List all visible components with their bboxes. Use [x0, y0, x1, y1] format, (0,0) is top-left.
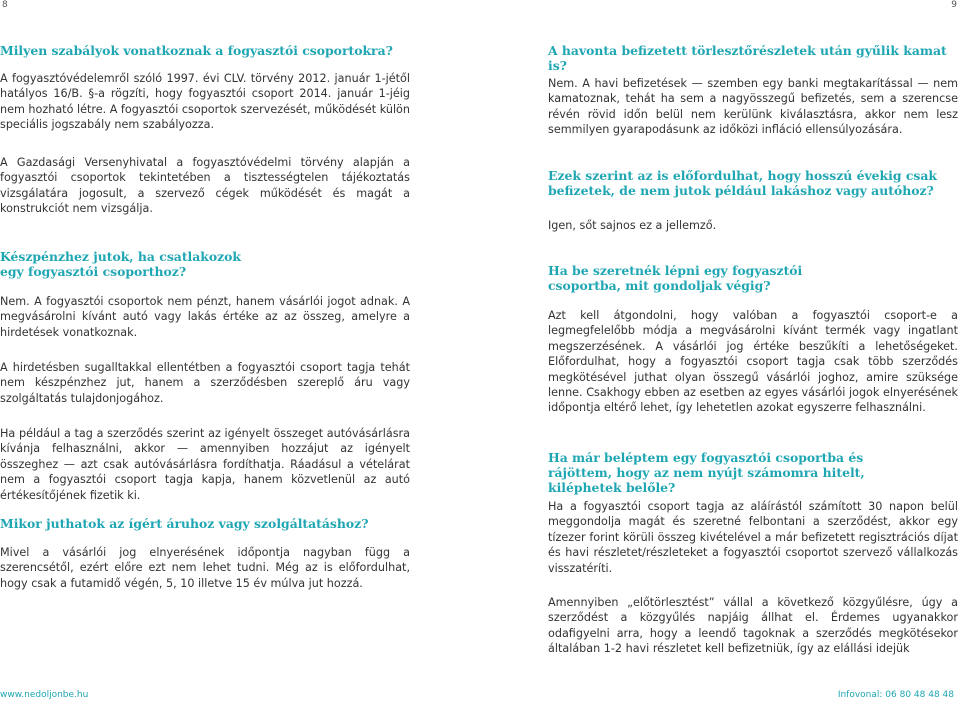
q4-title: A havonta befizetett törlesztőrészletek után gyűlik kamat is?: [548, 43, 947, 73]
q7-paragraph-1: Ha a fogyasztói csoport tagja az aláírástól számított 30 napon belül meggondolja magát és szeretné felbontani a szerződést, akkor egy tízezer forint körüli összeg kivételével a már befizetett regisztrációs díjat és havi részletet/részleteket a fogyasztói csoportot szervező vállalkozás visszatéríti.: [548, 500, 958, 575]
q5-title: Ezek szerint az is előfordulhat, hogy hosszú évekig csak befizetek, de nem jutok például lakáshoz vagy autóhoz?: [548, 168, 937, 198]
q6-paragraph-1: Azt kell átgondolni, hogy valóban a fogyasztói csoport-e a legmegfelelőbb módja a megvásárolni kívánt termék vagy ingatlant megszerzésének. A vásárlói jog értéke beszűkíti a lehetőségeket. Előfordulhat, hogy a fogyasztói csoport tagja csak több szerződés megkötésével juthat olyan összegű vásárlói joghoz, amire szüksége lenne. Csakhogy ebben az esetben az egyes vásárlói jogok elnyerésének időpontja eltérő lehet, így lehetetlen azokat egyszerre felhasználni.: [548, 309, 958, 415]
q6-title: Ha be szeretnék lépni egy fogyasztói csoportba, mit gondoljak végig?: [548, 263, 803, 293]
q2-paragraph-2: A hirdetésben sugalltakkal ellentétben a fogyasztói csoport tagja tehát nem készpénzhez jut, hanem a szerződésben szereplő áru vagy szolgáltatás tulajdonjogához.: [0, 361, 410, 405]
q2-paragraph-3: Ha például a tag a szerződés szerint az igényelt összeget autóvásárlásra kívánja felhasználni, akkor — amennyiben hozzájut az igényelt összeghez — azt csak autóvásárlásra fordíthatja. Ráadásul a vételárat nem a fogyasztói csoport tagja kapja, hanem közvetlenül az autó értékesítőjének fizetik ki.: [0, 427, 410, 502]
q1-paragraph-1: A fogyasztóvédelemről szóló 1997. évi CLV. törvény 2012. január 1-jétől hatályos 16/B. §-a rögzíti, hogy fogyasztói csoport 2014. január 1-jéig nem hozható létre. A fogyasztói csoportok szervezését, működését külön speciális jogszabály nem szabályozza.: [0, 72, 410, 132]
q3-paragraph-1: Mivel a vásárlói jog elnyerésének időpontja nagyban függ a szerencsétől, ezért előre ezt nem lehet tudni. Még az is előfordulhat, hogy csak a futamidő végén, 5, 10 illetve 15 év múlva jut hozzá.: [0, 546, 410, 590]
q7-title: Ha már beléptem egy fogyasztói csoportba és rájöttem, hogy az nem nyújt számomra hitelt, kiléphetek belőle?: [548, 450, 865, 495]
footer-website: www.nedoljonbe.hu: [0, 690, 89, 700]
q5-paragraph-1: Igen, sőt sajnos ez a jellemző.: [548, 219, 717, 232]
q1-title: Milyen szabályok vonatkoznak a fogyasztói csoportokra?: [0, 43, 393, 58]
q1-paragraph-2: A Gazdasági Versenyhivatal a fogyasztóvédelmi törvény alapján a fogyasztói csoportok tekintetében a tisztességtelen tájékoztatás vizsgálatára jogosult, a szervező cégek működését és magát a konstrukciót nem vizsgálja.: [0, 156, 410, 216]
page-number-left: 8: [2, 0, 8, 10]
q7-paragraph-2: Amennyiben „előtörlesztést” vállal a következő közgyűlésre, úgy a szerződést a közgyűlés napjáig állhat el. Érdemes ugyanakkor odafigyelni arra, hogy a leendő tagoknak a szerződés megkötésekor általában 1-2 havi részletet kell befizetniük, így az elállási idejük: [548, 596, 958, 656]
q2-title: Készpénzhez jutok, ha csatlakozok egy fogyasztói csoporthoz?: [0, 249, 242, 279]
page-number-right: 9: [951, 0, 957, 10]
q3-title: Mikor juthatok az ígért áruhoz vagy szolgáltatáshoz?: [0, 516, 369, 531]
q2-paragraph-1: Nem. A fogyasztói csoportok nem pénzt, hanem vásárlói jogot adnak. A megvásárolni kívánt autó vagy lakás értéke az az összeg, amelyre a hirdetések vonatkoznak.: [0, 295, 410, 339]
footer-infoline: Infovonal: 06 80 48 48 48: [837, 690, 954, 700]
q4-paragraph-1: Nem. A havi befizetések — szemben egy banki megtakarítással — nem kamatoznak, tehát ha sem a nagyösszegű befizetés, sem a szerencse révén rövid időn belül nem kerülünk kiválasztásra, akkor nem lesz semmilyen gyarapodásunk az időközi infláció ellensúlyozására.: [548, 77, 958, 137]
